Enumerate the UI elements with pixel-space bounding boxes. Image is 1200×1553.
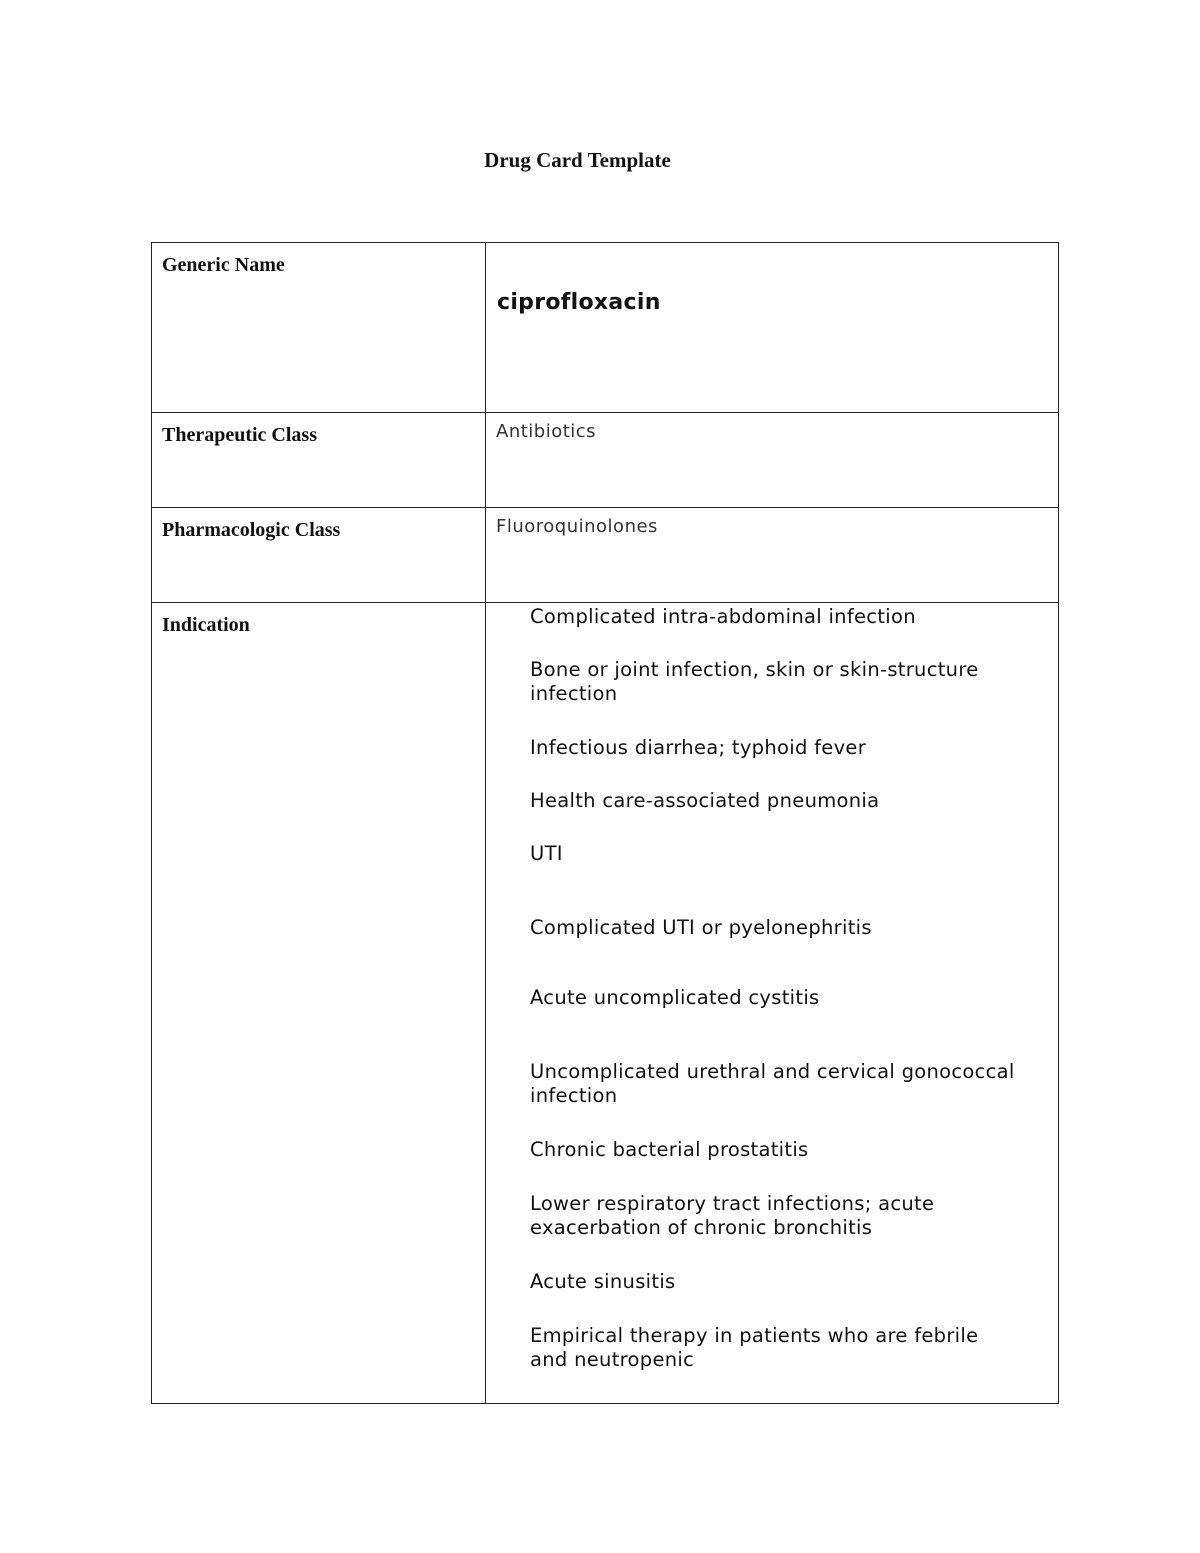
- therapeutic-class-label: Therapeutic Class: [162, 424, 317, 446]
- indication-label: Indication: [162, 614, 250, 636]
- table-row-therapeutic-class: [152, 413, 1059, 508]
- generic-name-value-cell: [486, 243, 1059, 413]
- generic-name-label: Generic Name: [162, 254, 285, 276]
- indication-item: Uncomplicated urethral and cervical gonococcal infection: [530, 1060, 1015, 1107]
- pharmacologic-class-label-cell: [152, 508, 486, 603]
- indication-item: Acute uncomplicated cystitis: [530, 986, 820, 1009]
- pharmacologic-class-value-cell: [486, 508, 1059, 603]
- therapeutic-class-value-cell: [486, 413, 1059, 508]
- indication-item: Complicated intra-abdominal infection: [530, 605, 916, 628]
- indication-label-cell: [152, 603, 486, 1404]
- table-row-pharmacologic-class: [152, 508, 1059, 603]
- indication-item: UTI: [530, 842, 563, 865]
- page-title: Drug Card Template: [484, 148, 671, 172]
- indication-item: Lower respiratory tract infections; acute exacerbation of chronic bronchitis: [530, 1192, 935, 1239]
- generic-name-label-cell: [152, 243, 486, 413]
- pharmacologic-class-label: Pharmacologic Class: [162, 519, 341, 541]
- therapeutic-class-value: Antibiotics: [496, 421, 597, 442]
- indication-item: Infectious diarrhea; typhoid fever: [530, 736, 867, 759]
- pharmacologic-class-value: Fluoroquinolones: [496, 516, 658, 537]
- indication-item: Health care-associated pneumonia: [530, 789, 880, 812]
- generic-name-value: ciprofloxacin: [497, 290, 661, 315]
- indication-list: [486, 603, 1058, 1372]
- indication-item: Acute sinusitis: [530, 1270, 676, 1293]
- table-row-indication: [152, 603, 1059, 1404]
- indication-value-cell: [486, 603, 1059, 1404]
- drug-card-table: [151, 242, 1059, 1404]
- indication-item: Empirical therapy in patients who are febrile and neutropenic: [530, 1324, 979, 1371]
- indication-item: Chronic bacterial prostatitis: [530, 1138, 809, 1161]
- indication-item: Bone or joint infection, skin or skin-structure infection: [530, 658, 979, 705]
- therapeutic-class-label-cell: [152, 413, 486, 508]
- indication-item: Complicated UTI or pyelonephritis: [530, 916, 872, 939]
- table-row-generic-name: [152, 243, 1059, 413]
